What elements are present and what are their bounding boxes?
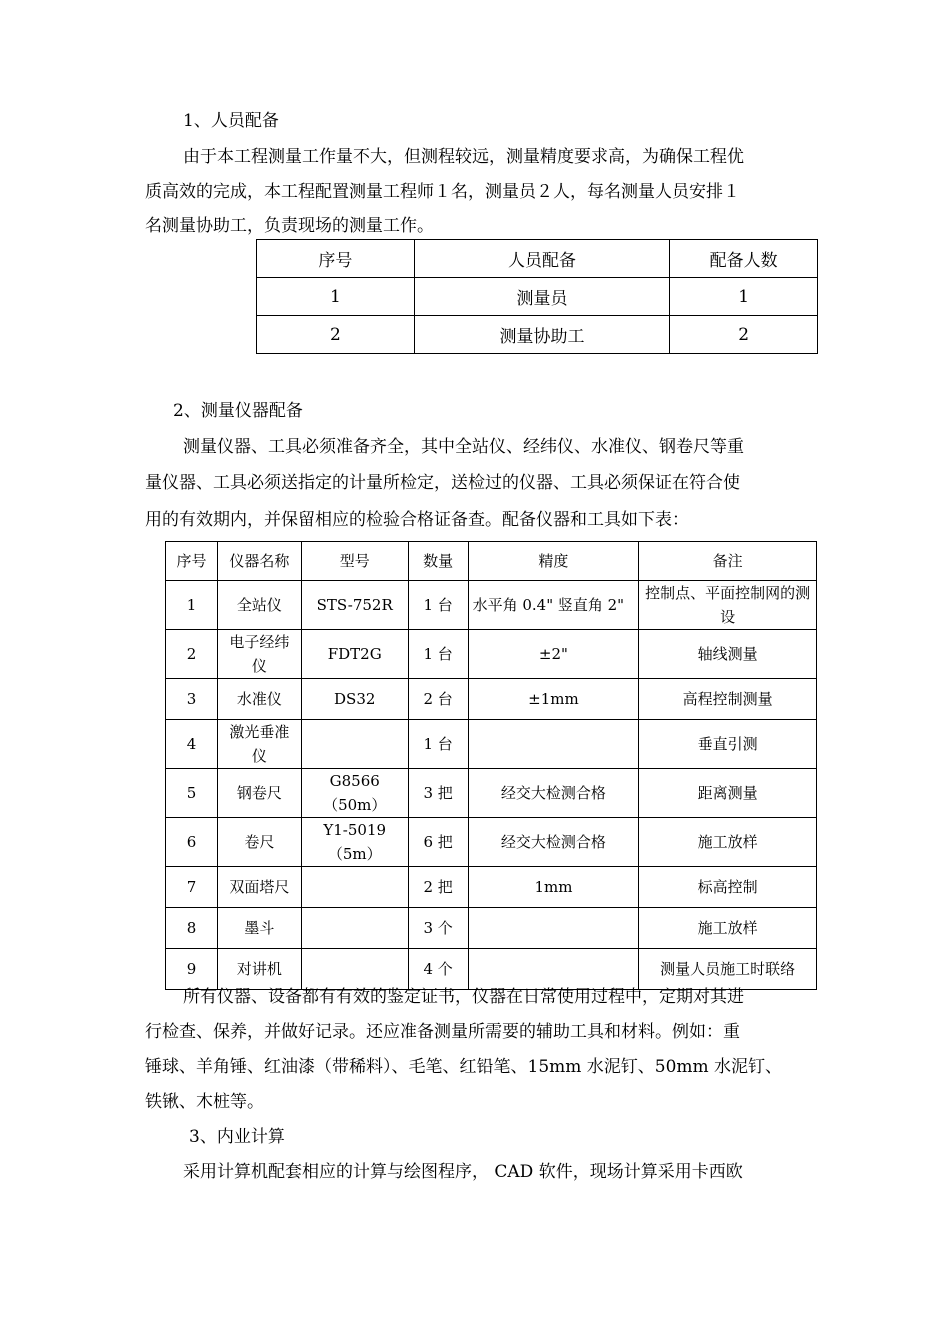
table-cell <box>301 908 408 949</box>
table-cell: 8 <box>166 908 218 949</box>
table-row <box>166 949 817 990</box>
table-cell: 经交大检测合格 <box>468 769 639 818</box>
table-cell: 激光垂准仪 <box>217 720 301 769</box>
section-1-paragraph-line-3: 名测量协助工，负责现场的测量工作。 <box>145 216 434 236</box>
section-2-after-line-1: 所有仪器、设备都有有效的鉴定证书，仪器在日常使用过程中，定期对其进 <box>183 987 744 1007</box>
table-cell: 全站仪 <box>217 581 301 630</box>
instrument-table <box>165 541 817 990</box>
table-header-cell: 数量 <box>408 542 468 581</box>
table-header-cell: 型号 <box>301 542 408 581</box>
table-cell: 1 台 <box>408 720 468 769</box>
table-cell: 3 <box>166 679 218 720</box>
section-1-paragraph-line-2: 质高效的完成，本工程配置测量工程师１名，测量员２人，每名测量人员安排１ <box>145 182 740 202</box>
table-cell: FDT2G <box>301 630 408 679</box>
table-cell: 施工放样 <box>639 818 817 867</box>
table-cell: 3 把 <box>408 769 468 818</box>
table-header-cell: 序号 <box>166 542 218 581</box>
table-cell: 7 <box>166 867 218 908</box>
table-cell <box>301 720 408 769</box>
table-row <box>166 908 817 949</box>
table-cell: 1mm <box>468 867 639 908</box>
section-3-paragraph-line-1: 采用计算机配套相应的计算与绘图程序， CAD 软件，现场计算采用卡西欧 <box>183 1162 743 1182</box>
table-cell <box>301 949 408 990</box>
table-cell: 1 <box>670 278 818 316</box>
table-cell: DS32 <box>301 679 408 720</box>
table-cell: STS-752R <box>301 581 408 630</box>
table-cell: 轴线测量 <box>639 630 817 679</box>
table-cell: 1 <box>166 581 218 630</box>
table-cell: 3 个 <box>408 908 468 949</box>
table-cell: 垂直引测 <box>639 720 817 769</box>
table-cell: 高程控制测量 <box>639 679 817 720</box>
section-2-heading: 2、测量仪器配备 <box>173 401 303 421</box>
table-cell: Y1-5019（5m） <box>301 818 408 867</box>
personnel-table <box>256 239 818 354</box>
table-row <box>166 867 817 908</box>
table-cell: 水平角 0.4" 竖直角 2" <box>468 581 639 630</box>
table-cell: 1 <box>257 278 415 316</box>
table-row <box>166 769 817 818</box>
section-1-heading: 1、人员配备 <box>183 111 279 131</box>
table-cell: 2 <box>257 316 415 354</box>
table-row <box>257 316 818 354</box>
table-cell: G8566（50m） <box>301 769 408 818</box>
table-row <box>166 581 817 630</box>
table-row <box>166 720 817 769</box>
table-header-cell: 备注 <box>639 542 817 581</box>
table-cell: 对讲机 <box>217 949 301 990</box>
table-cell: ±1mm <box>468 679 639 720</box>
table-cell: 2 <box>166 630 218 679</box>
table-cell: ±2" <box>468 630 639 679</box>
table-cell <box>468 908 639 949</box>
table-row <box>166 818 817 867</box>
table-cell: 2 把 <box>408 867 468 908</box>
table-cell: 9 <box>166 949 218 990</box>
table-cell: 控制点、平面控制网的测设 <box>639 581 817 630</box>
table-header-cell: 精度 <box>468 542 639 581</box>
table-cell <box>468 720 639 769</box>
table-cell: 测量协助工 <box>414 316 670 354</box>
table-header-cell: 序号 <box>257 240 415 278</box>
table-row <box>166 679 817 720</box>
table-header-row <box>166 542 817 581</box>
table-cell: 水准仪 <box>217 679 301 720</box>
table-cell: 1 台 <box>408 630 468 679</box>
section-3-heading: 3、内业计算 <box>189 1127 285 1147</box>
table-cell: 测量员 <box>414 278 670 316</box>
table-header-cell: 人员配备 <box>414 240 670 278</box>
table-cell: 经交大检测合格 <box>468 818 639 867</box>
table-row <box>257 278 818 316</box>
table-cell: 2 <box>670 316 818 354</box>
table-cell: 钢卷尺 <box>217 769 301 818</box>
table-cell: 4 个 <box>408 949 468 990</box>
table-header-row <box>257 240 818 278</box>
section-2-paragraph-line-1: 测量仪器、工具必须准备齐全，其中全站仪、经纬仪、水准仪、钢卷尺等重 <box>183 437 744 457</box>
table-cell: 6 <box>166 818 218 867</box>
table-cell: 距离测量 <box>639 769 817 818</box>
table-cell: 施工放样 <box>639 908 817 949</box>
section-2-after-line-3: 锤球、羊角锤、红油漆（带稀料）、毛笔、红铅笔、15mm 水泥钉、50mm 水泥钉、 <box>145 1057 783 1077</box>
section-2-paragraph-line-2: 量仪器、工具必须送指定的计量所检定，送检过的仪器、工具必须保证在符合使 <box>145 473 740 493</box>
table-cell: 标高控制 <box>639 867 817 908</box>
table-cell: 双面塔尺 <box>217 867 301 908</box>
table-cell: 测量人员施工时联络 <box>639 949 817 990</box>
table-cell: 1 台 <box>408 581 468 630</box>
section-2-after-line-4: 铁锹、木桩等。 <box>145 1092 264 1112</box>
table-header-cell: 配备人数 <box>670 240 818 278</box>
table-cell: 6 把 <box>408 818 468 867</box>
table-cell: 2 台 <box>408 679 468 720</box>
table-cell <box>301 867 408 908</box>
table-cell: 5 <box>166 769 218 818</box>
section-2-paragraph-line-3: 用的有效期内，并保留相应的检验合格证备查。配备仪器和工具如下表： <box>145 510 689 530</box>
section-2-after-line-2: 行检查、保养，并做好记录。还应准备测量所需要的辅助工具和材料。例如：重 <box>145 1022 740 1042</box>
table-cell: 卷尺 <box>217 818 301 867</box>
table-cell <box>468 949 639 990</box>
table-header-cell: 仪器名称 <box>217 542 301 581</box>
table-row <box>166 630 817 679</box>
table-cell: 4 <box>166 720 218 769</box>
table-cell: 墨斗 <box>217 908 301 949</box>
section-1-paragraph-line-1: 由于本工程测量工作量不大，但测程较远，测量精度要求高，为确保工程优 <box>183 147 744 167</box>
table-cell: 电子经纬仪 <box>217 630 301 679</box>
